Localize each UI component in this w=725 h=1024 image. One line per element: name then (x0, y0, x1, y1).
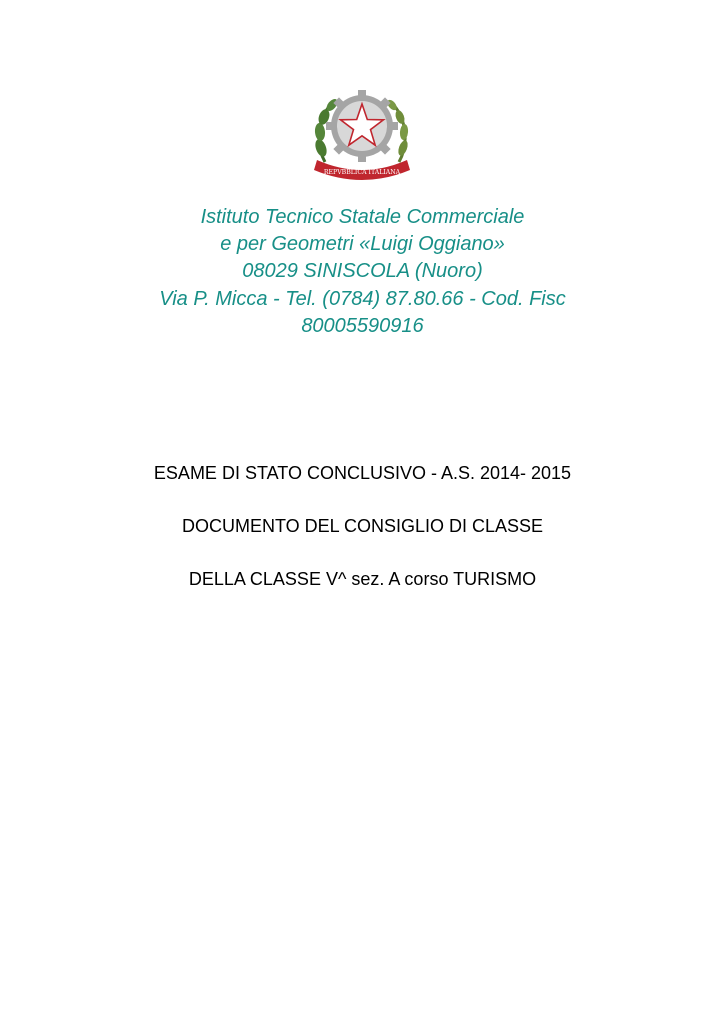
school-name-line-1: Istituto Tecnico Statale Commerciale (200, 206, 525, 228)
document-title: DOCUMENTO DEL CONSIGLIO DI CLASSE (181, 516, 544, 536)
school-header (60, 204, 665, 340)
italian-republic-emblem-icon (311, 82, 413, 184)
emblem-banner-text: REPVBBLICA ITALIANA (323, 169, 401, 176)
class-title: DELLA CLASSE V^ sez. A corso TURISMO (188, 569, 537, 589)
school-address: Via P. Micca - Tel. (0784) 87.80.66 - Cod. Fisc (159, 287, 566, 310)
school-city: 08029 SINISCOLA (Nuoro) (242, 260, 483, 283)
school-tax-code: 80005590916 (301, 314, 424, 337)
exam-title: ESAME DI STATO CONCLUSIVO - A.S. 2014- 2015 (153, 463, 572, 483)
school-name-line-2: e per Geometri «Luigi Oggiano» (220, 233, 505, 256)
